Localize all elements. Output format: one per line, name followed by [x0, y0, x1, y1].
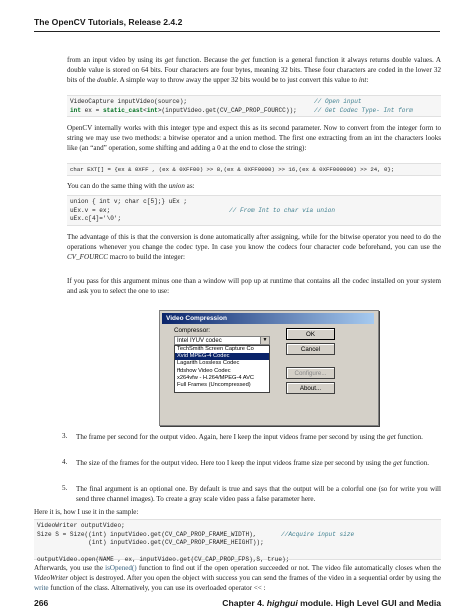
ok-button[interactable]: OK: [286, 328, 335, 340]
codec-list-item[interactable]: TechSmith Screen Capture Co: [177, 346, 254, 352]
text-run: macro to build the integer:: [108, 253, 186, 262]
text-run: . A simple way to throw away the upper 32 bits would be to just convert this value to: [116, 76, 359, 85]
emphasis: int: [358, 76, 367, 85]
paragraph-get-function: [67, 55, 441, 85]
text-run: :: [366, 76, 369, 85]
text-run: function. Because the: [173, 56, 242, 64]
code-text: >(inputVideo.get(CV_CAP_PROP_FOURCC));: [157, 106, 297, 114]
list-number: 5.: [62, 484, 68, 492]
paragraph-fourcc-macro: [67, 232, 441, 262]
text-run: The frame per second for the output video. Again, here I keep the input videos frame per second by using the: [76, 433, 388, 441]
chapter-label: Chapter 4.: [222, 598, 265, 608]
text-run: as:: [184, 182, 195, 190]
code-keyword: int: [146, 106, 158, 114]
text-run: from an input video by using its: [67, 56, 165, 64]
code-comment: //Acquire input size: [281, 530, 355, 538]
configure-button[interactable]: Configure...: [286, 367, 335, 379]
code-line: VideoWriter outputVideo;: [37, 522, 125, 529]
list-item: [76, 458, 441, 468]
text-run: You can do the same thing with the: [67, 182, 169, 190]
code-line: uEx.v = ex;: [70, 206, 111, 214]
page-footer: [34, 598, 441, 608]
paragraph-integer-conversion: OpenCV internally works with this integer type and expect this as its second parameter. Now to convert from the integer form to string we may use two methods: a bitwise operator and a union method. The first one extracting from an int the characters looks like (an “and” operation, some shifting and adding a 0 at the end to close the string):: [67, 124, 441, 153]
text-run: The advantage of this is that the conversion is done automatically after assigning, while for the bitwise operator you need to do the operations whenever you change the codec type. In case you know the codecs four character code beforehand, you can use the: [67, 233, 441, 252]
list-item: The final argument is an optional one. By default is true and says that the output will be a colorful one (so for write you will send three channel images). To create a gray scale video pass a false parameter here.: [76, 485, 441, 504]
emphasis: CV_FOURCC: [67, 253, 108, 262]
emphasis: VideoWriter: [34, 574, 69, 583]
module-name: highgui: [266, 598, 298, 608]
compressor-select[interactable]: [174, 336, 270, 345]
emphasis: get: [393, 459, 402, 467]
code-line: outputVideo.open(NAME , ex, inputVideo.get(CV_CAP_PROP_FPS),S, true);: [37, 556, 290, 564]
compressor-label: Compressor:: [174, 327, 211, 334]
code-line: uEx.c[4]='\0';: [70, 215, 122, 223]
isopened-link[interactable]: isOpened(): [105, 564, 137, 572]
chevron-down-icon[interactable]: ▼: [260, 337, 269, 344]
list-item: [76, 432, 441, 442]
text-run: function to find out if the open operation succeeded or not. The video file automatically closes when the: [136, 564, 441, 572]
paragraph-sample-intro: Here it is, how I use it in the sample:: [34, 508, 139, 516]
codec-list-item[interactable]: Xvid MPEG-4 Codec: [175, 353, 269, 360]
code-block-union: [67, 195, 441, 226]
code-text: ex =: [80, 106, 103, 114]
code-keyword: static_cast: [102, 106, 144, 114]
code-block-bitwise: char EXT[] = {ex & 0XFF , (ex & 0XFF00) >> 8,(ex & 0XFF0000) >> 16,(ex & 0XFF000000) >> 24, 0};: [67, 163, 441, 176]
code-comment: // Open input: [314, 98, 362, 105]
code-block-outputvideo: [34, 519, 441, 564]
text-run: function is a general function it always returns double values. A double value is stored on 64 bits. Four characters are four bytes, meaning 32 bits. These four characters are coded in the lower 32 bits of the: [67, 56, 441, 85]
paragraph-isopened: [34, 563, 441, 593]
paragraph-union: [67, 181, 441, 191]
emphasis: get: [164, 56, 174, 64]
code-block-fourcc: [67, 95, 441, 117]
code-line: (int) inputVideo.get(CV_CAP_PROP_FRAME_HEIGHT));: [37, 539, 264, 547]
page-number: 266: [34, 598, 49, 608]
compressor-selected-value: Intel IYUV codec: [177, 338, 222, 344]
emphasis: get: [241, 56, 250, 64]
code-line: union { int v; char c[5];} uEx ;: [70, 198, 188, 205]
code-keyword: int: [70, 106, 81, 114]
list-number: 3.: [62, 432, 68, 440]
paragraph-minus-one: If you pass for this argument minus one than a window will pop up at runtime that contains all the codec installed on your system and ask you to select the one to use:: [67, 277, 441, 296]
code-comment: // Get Codec Type- Int form: [314, 106, 413, 114]
emphasis: double: [97, 76, 117, 85]
text-run: Afterwards, you use the: [34, 564, 106, 572]
running-header: The OpenCV Tutorials, Release 2.4.2: [34, 17, 183, 27]
code-text: <: [143, 106, 147, 114]
text-run: function.: [395, 433, 423, 441]
write-link[interactable]: write: [34, 584, 49, 593]
video-compression-dialog: [159, 310, 379, 426]
chapter-rest: module. High Level GUI and Media: [300, 598, 441, 608]
code-line: Size S = Size((int) inputVideo.get(CV_CAP_PROP_FRAME_WIDTH),: [37, 530, 257, 538]
text-run: The size of the frames for the output video. Here too I keep the input videos frame size per second by using the: [76, 459, 394, 467]
dialog-title: Video Compression: [162, 313, 374, 324]
emphasis: union: [168, 182, 185, 190]
text-run: object is destroyed. After you open the object with success you can send the frames of the video in a sequential order by using the: [68, 574, 441, 583]
code-comment: // From Int to char via union: [229, 206, 336, 214]
cancel-button[interactable]: Cancel: [286, 343, 335, 355]
list-number: 4.: [62, 458, 68, 466]
emphasis: get: [387, 433, 396, 441]
code-line: VideoCapture inputVideo(source);: [70, 98, 188, 105]
footer-chapter: [222, 598, 441, 608]
codec-list-item[interactable]: ffdshow Video Codec: [177, 367, 231, 374]
compressor-list[interactable]: [174, 345, 270, 393]
text-run: function.: [401, 459, 430, 467]
header-rule: [34, 31, 440, 32]
about-button[interactable]: About...: [286, 382, 335, 394]
text-run: function of the class. Alternatively, you can use its overloaded operator << :: [48, 584, 266, 593]
codec-list-item[interactable]: x264vfw - H.264/MPEG-4 AVC: [177, 374, 255, 381]
codec-list-item[interactable]: Full Frames (Uncompressed): [177, 382, 251, 389]
codec-list-item[interactable]: Lagarith Lossless Codec: [177, 360, 240, 367]
